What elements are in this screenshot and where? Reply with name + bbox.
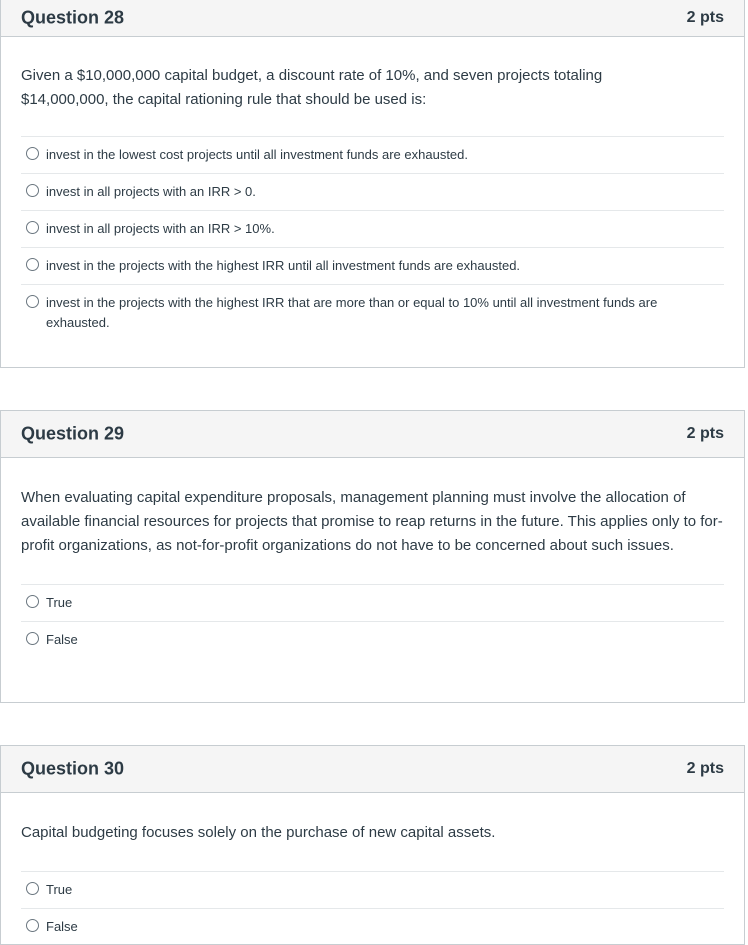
answer-list xyxy=(21,871,724,945)
radio-button[interactable] xyxy=(26,595,39,608)
answer-label: False xyxy=(46,632,78,647)
radio-button[interactable] xyxy=(26,221,39,234)
answer-option[interactable] xyxy=(21,247,724,284)
radio-button[interactable] xyxy=(26,295,39,308)
answer-label: invest in the projects with the highest IRR until all investment funds are exhausted. xyxy=(46,258,521,273)
radio-button[interactable] xyxy=(26,632,39,645)
answer-option[interactable] xyxy=(21,908,724,945)
answer-label: True xyxy=(46,595,73,610)
answer-option[interactable] xyxy=(21,871,724,908)
answer-list xyxy=(21,584,724,658)
radio-button[interactable] xyxy=(26,184,39,197)
answer-option[interactable] xyxy=(21,621,724,658)
question-points: 2 pts xyxy=(686,9,724,26)
question-title: Question 30 xyxy=(21,758,125,779)
answer-label: invest in the lowest cost projects until all investment funds are exhausted. xyxy=(46,147,468,162)
question-28 xyxy=(0,0,745,368)
answer-label: invest in all projects with an IRR > 10%. xyxy=(46,221,275,236)
question-30 xyxy=(0,745,745,945)
question-points: 2 pts xyxy=(686,425,724,442)
question-header xyxy=(1,411,744,458)
answer-list xyxy=(21,136,724,341)
answer-label: False xyxy=(46,919,78,934)
question-header xyxy=(1,0,744,37)
answer-option[interactable] xyxy=(21,210,724,247)
question-points: 2 pts xyxy=(686,760,724,777)
question-title: Question 29 xyxy=(21,423,125,444)
answer-label: invest in all projects with an IRR > 0. xyxy=(46,184,256,199)
answer-option[interactable] xyxy=(21,136,724,173)
question-header xyxy=(1,746,744,793)
answer-option[interactable] xyxy=(21,284,724,341)
radio-button[interactable] xyxy=(26,882,39,895)
answer-option[interactable] xyxy=(21,584,724,621)
question-text: Capital budgeting focuses solely on the purchase of new capital assets. xyxy=(21,824,496,841)
answer-option[interactable] xyxy=(21,173,724,210)
question-text: Given a $10,000,000 capital budget, a discount rate of 10%, and seven projects totaling $14,000,000, the capital rationing rule that should be used is: xyxy=(21,67,603,108)
radio-button[interactable] xyxy=(26,147,39,160)
radio-button[interactable] xyxy=(26,258,39,271)
question-text: When evaluating capital expenditure proposals, management planning must involve the allocation of available financial resources for projects that promise to reap returns in the future. This applies only to for-profit organizations, as not-for-profit organizations do not have to be concerned about such issues. xyxy=(21,489,723,554)
answer-label: True xyxy=(46,882,73,897)
question-title: Question 28 xyxy=(21,7,125,28)
question-29 xyxy=(0,410,745,703)
answer-label: invest in the projects with the highest IRR that are more than or equal to 10% until all investment funds are exhausted. xyxy=(46,295,658,330)
radio-button[interactable] xyxy=(26,919,39,932)
